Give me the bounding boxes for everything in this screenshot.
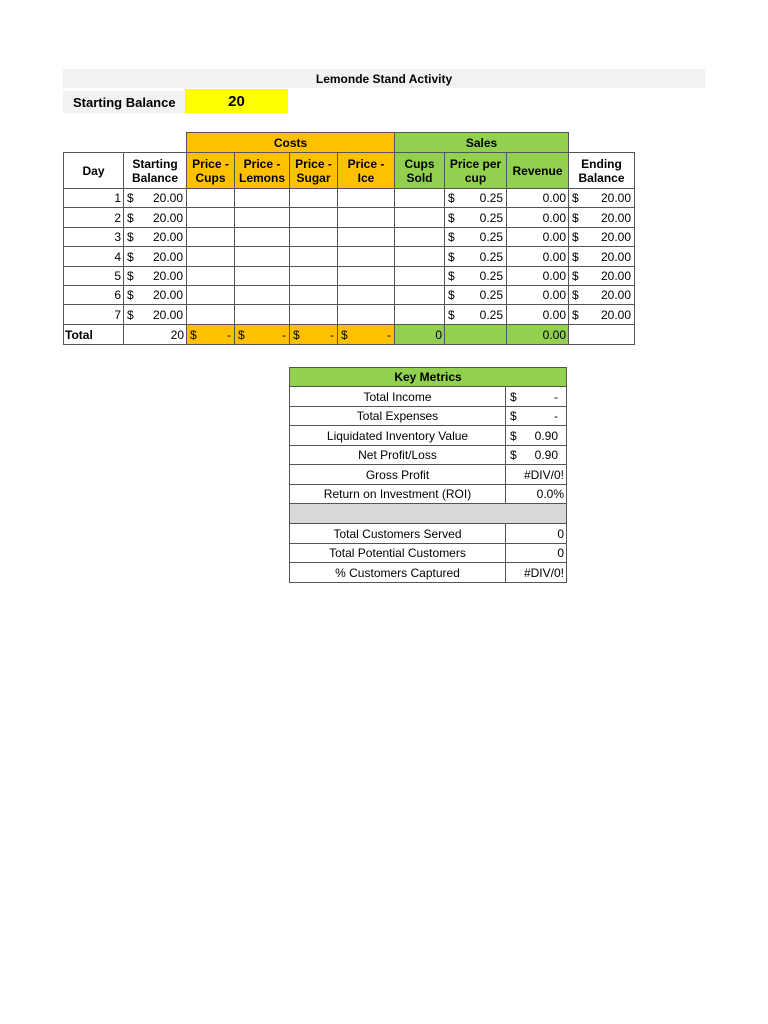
metric-value-text: 0.0%	[536, 487, 564, 501]
cell-value: 0.00	[542, 269, 566, 283]
row-3-price-per-cup	[444, 227, 507, 247]
row-6-price-cups-input[interactable]	[186, 285, 235, 305]
metric-value-text: -	[554, 409, 558, 423]
currency-symbol: $	[341, 327, 348, 342]
row-4-ending-balance	[568, 246, 635, 267]
cell-value: 0	[435, 327, 442, 342]
row-6-starting-balance	[123, 285, 187, 305]
row-4-price-sugar-input[interactable]	[289, 246, 338, 267]
cell-value: -	[227, 327, 231, 342]
metric-label	[289, 562, 506, 583]
cell-value: 20.00	[600, 307, 631, 322]
row-1-price-per-cup	[444, 188, 507, 208]
column-header-price-cups: Price - Cups	[186, 152, 235, 189]
row-6-day	[63, 285, 124, 305]
column-header-price-lemons: Price - Lemons	[234, 152, 290, 189]
row-2-day	[63, 207, 124, 228]
day-value: 3	[114, 230, 121, 244]
cell-value: 20.00	[600, 288, 631, 302]
metric-label	[289, 386, 506, 407]
cell-value: 0.25	[479, 191, 503, 205]
column-header-day: Day	[63, 152, 124, 189]
row-4-revenue	[506, 246, 569, 267]
row-1-price-ice-input[interactable]	[337, 188, 395, 208]
row-7-price-ice-input[interactable]	[337, 304, 395, 325]
metric-label-text: Total Potential Customers	[329, 546, 466, 560]
row-2-starting-balance	[123, 207, 187, 228]
row-6-revenue	[506, 285, 569, 305]
day-value: 1	[114, 191, 121, 205]
currency-symbol: $	[448, 191, 455, 205]
cell-value: 20.00	[152, 288, 183, 302]
cell-value: 20	[170, 327, 184, 342]
row-7-price-per-cup	[444, 304, 507, 325]
column-header-price-per-cup: Price per cup	[444, 152, 507, 189]
column-header-cups-sold: Cups Sold	[394, 152, 445, 189]
cell-value: 20.00	[600, 191, 631, 205]
currency-symbol: $	[127, 230, 134, 244]
row-6-price-per-cup	[444, 285, 507, 305]
row-2-price-sugar-input[interactable]	[289, 207, 338, 228]
starting-balance-label: Starting Balance	[63, 91, 185, 113]
metric-label	[289, 523, 506, 544]
cell-value: -	[282, 327, 286, 342]
metric-value-text: 0	[557, 526, 564, 541]
cell-value: 0.25	[479, 249, 503, 264]
row-7-day	[63, 304, 124, 325]
row-5-starting-balance	[123, 266, 187, 286]
total-price-lemons	[234, 324, 290, 345]
row-3-cups-sold-input[interactable]	[394, 227, 445, 247]
currency-symbol: $	[572, 288, 579, 302]
row-2-ending-balance	[568, 207, 635, 228]
metric-value	[505, 406, 567, 426]
cell-value: 0.00	[542, 249, 566, 264]
row-3-ending-balance	[568, 227, 635, 247]
key-metrics-title	[289, 367, 567, 387]
cell-value: 0.25	[479, 269, 503, 283]
sheet-title: Lemonde Stand Activity	[63, 69, 705, 88]
total-price-per-cup	[444, 324, 507, 345]
metric-value	[505, 523, 567, 544]
row-2-price-per-cup	[444, 207, 507, 228]
total-starting-balance	[123, 324, 187, 345]
total-cups-sold	[394, 324, 445, 345]
column-header-ending-balance: Ending Balance	[568, 152, 635, 189]
metrics-separator	[289, 503, 567, 524]
day-value: 5	[114, 269, 121, 283]
metric-label-text: Total Expenses	[356, 409, 439, 423]
cell-value: 0.25	[479, 210, 503, 225]
metric-label	[289, 425, 506, 446]
metric-value-text: -	[554, 389, 558, 404]
row-4-price-cups-input[interactable]	[186, 246, 235, 267]
cell-value: -	[387, 327, 391, 342]
metric-value	[505, 386, 567, 407]
metric-value-text: 0	[557, 546, 564, 560]
row-3-starting-balance	[123, 227, 187, 247]
row-1-day	[63, 188, 124, 208]
row-1-price-lemons-input[interactable]	[234, 188, 290, 208]
total-price-ice	[337, 324, 395, 345]
currency-symbol: $	[448, 230, 455, 244]
day-value: 7	[114, 307, 121, 322]
cell-value: 20.00	[152, 191, 183, 205]
row-3-price-cups-input[interactable]	[186, 227, 235, 247]
row-3-day	[63, 227, 124, 247]
metric-label-text: Liquidated Inventory Value	[326, 428, 469, 443]
row-7-price-sugar-input[interactable]	[289, 304, 338, 325]
row-7-ending-balance	[568, 304, 635, 325]
currency-symbol: $	[127, 288, 134, 302]
currency-symbol: $	[127, 307, 134, 322]
total-label	[63, 324, 124, 345]
metric-value	[505, 425, 567, 446]
metric-value	[505, 484, 567, 504]
row-1-price-cups-input[interactable]	[186, 188, 235, 208]
total-label-text: Total	[65, 327, 93, 342]
row-6-cups-sold-input[interactable]	[394, 285, 445, 305]
cell-value: 20.00	[152, 230, 183, 244]
metric-value	[505, 543, 567, 563]
row-5-price-cups-input[interactable]	[186, 266, 235, 286]
cell-value: 20.00	[152, 307, 183, 322]
cell-value: 20.00	[600, 269, 631, 283]
cell-value: 20.00	[152, 269, 183, 283]
currency-symbol: $	[448, 210, 455, 225]
cell-value: 0.25	[479, 307, 503, 322]
metric-label-text: Gross Profit	[365, 467, 430, 482]
row-1-cups-sold-input[interactable]	[394, 188, 445, 208]
metric-label	[289, 406, 506, 426]
cell-value: 20.00	[600, 230, 631, 244]
row-5-cups-sold-input[interactable]	[394, 266, 445, 286]
row-4-price-ice-input[interactable]	[337, 246, 395, 267]
metric-label	[289, 445, 506, 465]
row-3-price-sugar-input[interactable]	[289, 227, 338, 247]
metric-label	[289, 543, 506, 563]
row-5-ending-balance	[568, 266, 635, 286]
metric-label-text: Net Profit/Loss	[358, 448, 437, 462]
row-7-price-cups-input[interactable]	[186, 304, 235, 325]
costs-group-header: Costs	[186, 132, 395, 153]
row-6-price-sugar-input[interactable]	[289, 285, 338, 305]
metric-label-text: % Customers Captured	[335, 565, 460, 580]
cell-value: 0.00	[542, 210, 566, 225]
cell-value: 20.00	[152, 249, 183, 264]
day-value: 2	[114, 210, 121, 225]
cell-value: 0.25	[479, 230, 503, 244]
total-price-cups	[186, 324, 235, 345]
currency-symbol: $	[572, 210, 579, 225]
currency-symbol: $	[127, 269, 134, 283]
currency-symbol: $	[572, 249, 579, 264]
cell-value: 0.25	[479, 288, 503, 302]
total-revenue	[506, 324, 569, 345]
currency-symbol: $	[127, 191, 134, 205]
currency-symbol: $	[572, 230, 579, 244]
starting-balance-input[interactable]: 20	[185, 89, 288, 113]
metric-value	[505, 464, 567, 485]
currency-symbol: $	[572, 269, 579, 283]
column-header-price-ice: Price - Ice	[337, 152, 395, 189]
row-3-revenue	[506, 227, 569, 247]
metric-value-text: #DIV/0!	[523, 467, 564, 482]
row-5-day	[63, 266, 124, 286]
currency-symbol: $	[127, 210, 134, 225]
column-header-revenue: Revenue	[506, 152, 569, 189]
cell-value: 20.00	[600, 210, 631, 225]
row-2-price-ice-input[interactable]	[337, 207, 395, 228]
cell-value: 0.00	[542, 230, 566, 244]
row-7-revenue	[506, 304, 569, 325]
total-ending-balance	[568, 324, 635, 345]
row-4-cups-sold-input[interactable]	[394, 246, 445, 267]
cell-value: 20.00	[600, 249, 631, 264]
currency-symbol: $	[510, 409, 517, 423]
cell-value: 20.00	[152, 210, 183, 225]
row-6-ending-balance	[568, 285, 635, 305]
row-1-revenue	[506, 188, 569, 208]
row-6-price-lemons-input[interactable]	[234, 285, 290, 305]
row-1-price-sugar-input[interactable]	[289, 188, 338, 208]
row-7-cups-sold-input[interactable]	[394, 304, 445, 325]
metric-value-text: #DIV/0!	[523, 565, 564, 580]
day-value: 6	[114, 288, 121, 302]
cell-value: 0.00	[542, 288, 566, 302]
currency-symbol: $	[127, 249, 134, 264]
column-header-starting-balance: Starting Balance	[123, 152, 187, 189]
row-5-price-sugar-input[interactable]	[289, 266, 338, 286]
row-7-starting-balance	[123, 304, 187, 325]
row-3-price-lemons-input[interactable]	[234, 227, 290, 247]
currency-symbol: $	[448, 307, 455, 322]
column-header-price-sugar: Price - Sugar	[289, 152, 338, 189]
cell-value: -	[330, 327, 334, 342]
cell-value: 0.00	[542, 307, 566, 322]
metric-label	[289, 484, 506, 504]
metric-value	[505, 562, 567, 583]
currency-symbol: $	[448, 269, 455, 283]
currency-symbol: $	[448, 249, 455, 264]
row-1-starting-balance	[123, 188, 187, 208]
row-4-day	[63, 246, 124, 267]
row-6-price-ice-input[interactable]	[337, 285, 395, 305]
currency-symbol: $	[448, 288, 455, 302]
currency-symbol: $	[293, 327, 300, 342]
currency-symbol: $	[572, 307, 579, 322]
metric-label	[289, 464, 506, 485]
row-4-price-lemons-input[interactable]	[234, 246, 290, 267]
row-2-cups-sold-input[interactable]	[394, 207, 445, 228]
metric-value	[505, 445, 567, 465]
row-2-price-cups-input[interactable]	[186, 207, 235, 228]
total-price-sugar	[289, 324, 338, 345]
row-5-revenue	[506, 266, 569, 286]
currency-symbol: $	[238, 327, 245, 342]
row-7-price-lemons-input[interactable]	[234, 304, 290, 325]
row-1-ending-balance	[568, 188, 635, 208]
currency-symbol: $	[190, 327, 197, 342]
currency-symbol: $	[510, 428, 517, 443]
row-4-price-per-cup	[444, 246, 507, 267]
currency-symbol: $	[510, 448, 517, 462]
row-5-price-lemons-input[interactable]	[234, 266, 290, 286]
metric-label-text: Total Income	[363, 389, 432, 404]
sales-group-header: Sales	[394, 132, 569, 153]
row-4-starting-balance	[123, 246, 187, 267]
row-5-price-ice-input[interactable]	[337, 266, 395, 286]
metric-value-text: 0.90	[534, 428, 558, 443]
cell-value: 0.00	[542, 191, 566, 205]
metric-value-text: 0.90	[534, 448, 558, 462]
currency-symbol: $	[510, 389, 517, 404]
cell-value: 0.00	[542, 327, 566, 342]
row-3-price-ice-input[interactable]	[337, 227, 395, 247]
day-value: 4	[114, 249, 121, 264]
row-2-price-lemons-input[interactable]	[234, 207, 290, 228]
currency-symbol: $	[572, 191, 579, 205]
row-2-revenue	[506, 207, 569, 228]
key-metrics-title-text: Key Metrics	[394, 370, 462, 384]
metric-label-text: Return on Investment (ROI)	[323, 487, 472, 501]
row-5-price-per-cup	[444, 266, 507, 286]
metric-label-text: Total Customers Served	[333, 526, 462, 541]
